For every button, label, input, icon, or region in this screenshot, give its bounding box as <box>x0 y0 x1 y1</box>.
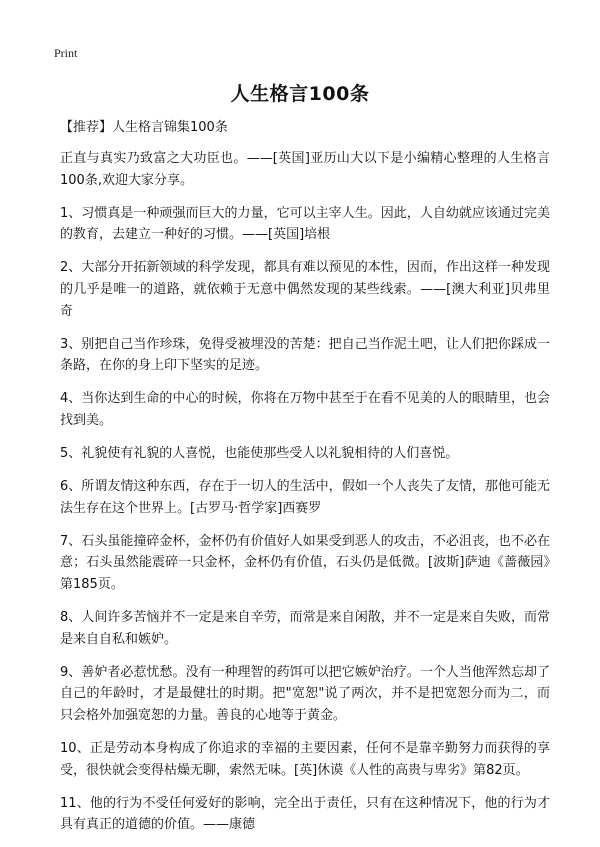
print-label: Print <box>54 46 78 60</box>
quote-paragraph-10: 10、正是劳动本身构成了你追求的幸福的主要因素，任何不是靠辛勤努力而获得的享受，很快就会变得枯燥无聊，索然无味。[英]休谟《人性的高贵与卑劣》第82页。 <box>60 741 550 778</box>
quote-paragraph-2: 2、大部分开拓新领域的科学发现，都具有难以预见的本性，因而，作出这样一种发现的几乎是唯一的道路，就依赖于无意中偶然发现的某些线索。——[澳大利亚]贝弗里奇 <box>60 260 550 319</box>
quote-paragraph-3: 3、别把自己当作珍珠，免得受被埋没的苦楚：把自己当作泥土吧，让人们把你踩成一条路，在你的身上印下坚实的足迹。 <box>60 336 550 374</box>
quote-paragraph-9: 9、善妒者必惹忧愁。没有一种理智的药饵可以把它嫉妒治疗。一个人当他浑然忘却了自己的年龄时，才是最健壮的时期。把"宽恕"说了两次，并不是把宽恕分而为二，而只会格外加强宽恕的力量。善良的心地等于黄金。 <box>60 664 550 723</box>
page-title: 人生格言100条 <box>230 83 370 105</box>
intro-paragraph: 正直与真实乃致富之大功臣也。——[英国]亚历山大以下是小编精心整理的人生格言100条,欢迎大家分享。 <box>60 151 550 188</box>
quote-paragraph-7: 7、石头虽能撞碎金杯，金杯仍有价值好人如果受到恶人的攻击，不必沮丧，也不必在意；石头虽然能震碎一只金杯，金杯仍有价值，石头仍是低微。[波斯]萨迪《蔷薇园》第185页。 <box>60 533 550 592</box>
quote-paragraph-6: 6、所谓友情这种东西，存在于一切人的生活中，假如一个人丧失了友情，那他可能无法生存在这个世界上。[古罗马·哲学家]西赛罗 <box>60 479 550 516</box>
document-body <box>60 118 550 847</box>
quote-paragraph-4: 4、当你达到生命的中心的时候，你将在万物中甚至于在看不见美的人的眼睛里，也会找到美。 <box>60 391 550 428</box>
quote-paragraph-1: 1、习惯真是一种顽强而巨大的力量，它可以主宰人生。因此，人自幼就应该通过完美的教育，去建立一种好的习惯。——[英国]培根 <box>60 205 550 243</box>
quote-paragraph-8: 8、人间许多苦恼并不一定是来自辛劳，而常是来自闲散，并不一定是来自失败，而常是来自自私和嫉妒。 <box>60 610 550 647</box>
recommend-heading: 【推荐】人生格言锦集100条 <box>60 120 228 135</box>
quote-paragraph-5: 5、礼貌使有礼貌的人喜悦，也能使那些受人以礼貌相待的人们喜悦。 <box>60 446 459 462</box>
quote-paragraph-11: 11、他的行为不受任何爱好的影响，完全出于责任，只有在这种情况下，他的行为才具有真正的道德的价值。——康德 <box>60 795 550 833</box>
